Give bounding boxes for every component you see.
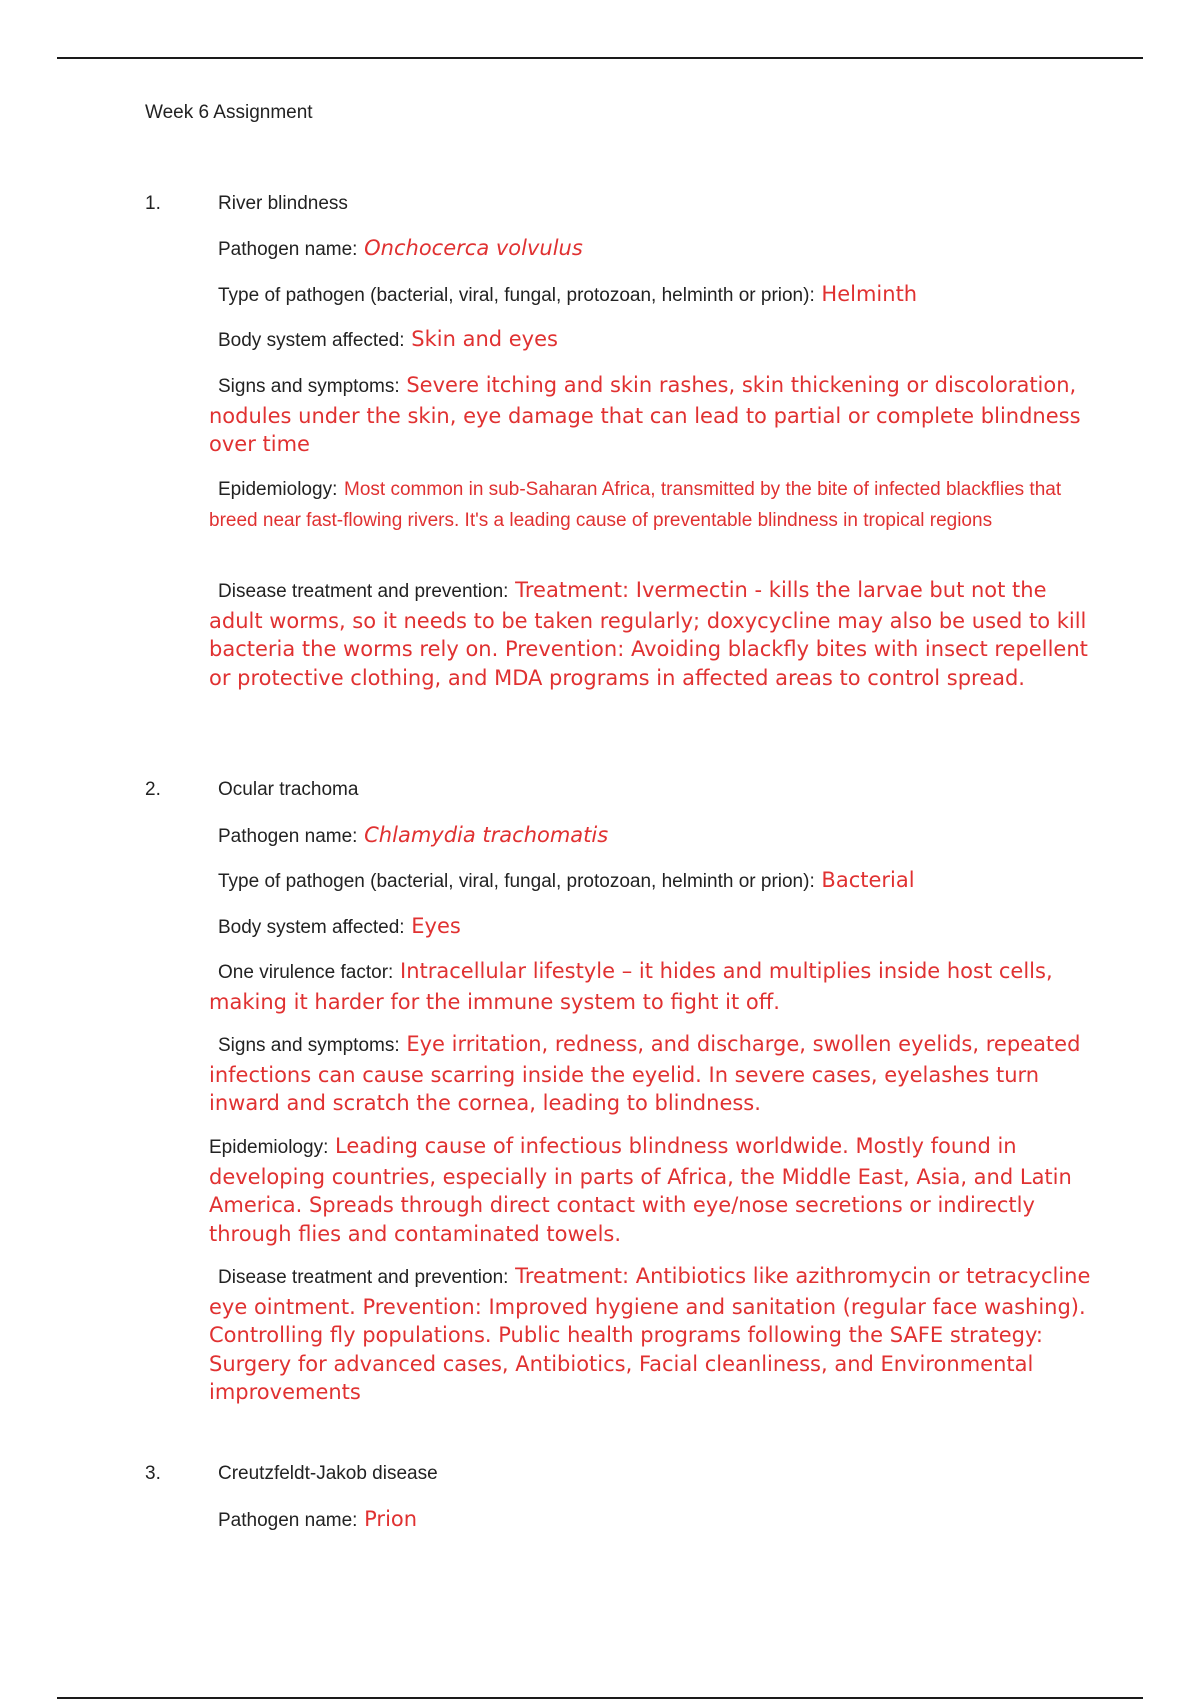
signs-symptoms-field bbox=[209, 371, 1099, 459]
pathogen-name-field bbox=[209, 821, 1099, 852]
body-system-field bbox=[209, 912, 1099, 943]
item-heading: Ocular trachoma bbox=[218, 779, 359, 800]
top-rule bbox=[57, 57, 1143, 59]
field-answer: Prion bbox=[364, 1507, 418, 1531]
field-answer: Severe itching and skin rashes, skin thickening or discoloration, nodules under the skin, eye damage that can lead to partial or complete blindness over time bbox=[209, 373, 1081, 456]
field-answer: Leading cause of infectious blindness worldwide. Mostly found in developing countries, especially in parts of Africa, the Middle East, Asia, and Latin America. Spreads through direct contact with eye/nose secretions or indirectly through flies and contaminated towels. bbox=[209, 1134, 1072, 1246]
pathogen-type-field bbox=[209, 866, 1099, 897]
pathogen-type-field bbox=[209, 280, 1099, 311]
field-label: Signs and symptoms: bbox=[218, 1035, 400, 1056]
item-number: 2. bbox=[145, 779, 161, 800]
field-answer: Most common in sub-Saharan Africa, transmitted by the bite of infected blackflies that breed near fast-flowing rivers. It's a leading cause of preventable blindness in tropical regions bbox=[209, 479, 1062, 531]
pathogen-name-field bbox=[209, 1505, 1099, 1536]
treatment-prevention-field bbox=[209, 1262, 1099, 1407]
field-label: Pathogen name: bbox=[218, 826, 358, 847]
epidemiology-field bbox=[209, 474, 1099, 535]
body-system-field bbox=[209, 325, 1099, 356]
virulence-factor-field bbox=[209, 957, 1099, 1016]
field-label: Disease treatment and prevention: bbox=[218, 1267, 509, 1288]
field-answer: Treatment: Antibiotics like azithromycin or tetracycline eye ointment. Prevention: Improved hygiene and sanitation (regular face washing). Controlling fly populations. Public health programs following the SAFE strategy: Surgery for advanced cases, Antibiotics, Facial cleanliness, and Environmental improvements bbox=[209, 1264, 1091, 1404]
field-label: Type of pathogen (bacterial, viral, fungal, protozoan, helminth or prion): bbox=[218, 871, 815, 892]
field-answer: Treatment: Ivermectin - kills the larvae but not the adult worms, so it needs to be taken regularly; doxycycline may also be used to kill bacteria the worms rely on. Prevention: Avoiding blackfly bites with insect repellent or protective clothing, and MDA programs in affected areas to control spread. bbox=[209, 578, 1088, 690]
field-label: Disease treatment and prevention: bbox=[218, 581, 509, 602]
field-label: One virulence factor: bbox=[218, 962, 394, 983]
field-label: Signs and symptoms: bbox=[218, 376, 400, 397]
field-label: Epidemiology: bbox=[209, 1137, 329, 1158]
field-answer: Helminth bbox=[821, 282, 918, 306]
field-answer: Skin and eyes bbox=[411, 327, 558, 351]
epidemiology-field bbox=[209, 1132, 1099, 1248]
pathogen-name-field bbox=[209, 234, 1099, 265]
field-label: Epidemiology: bbox=[218, 479, 338, 500]
bottom-rule bbox=[57, 1697, 1143, 1699]
field-answer: Bacterial bbox=[821, 868, 915, 892]
field-label: Pathogen name: bbox=[218, 1510, 358, 1531]
field-answer: Eye irritation, redness, and discharge, swollen eyelids, repeated infections can cause scarring inside the eyelid. In severe cases, eyelashes turn inward and scratch the cornea, leading to blindness. bbox=[209, 1032, 1081, 1115]
item-number: 1. bbox=[145, 193, 161, 214]
item-number: 3. bbox=[145, 1463, 161, 1484]
field-label: Type of pathogen (bacterial, viral, fungal, protozoan, helminth or prion): bbox=[218, 285, 815, 306]
document-title: Week 6 Assignment bbox=[145, 102, 313, 123]
field-label: Body system affected: bbox=[218, 917, 405, 938]
signs-symptoms-field bbox=[209, 1030, 1099, 1118]
field-answer: Onchocerca volvulus bbox=[364, 236, 583, 260]
field-answer: Eyes bbox=[411, 914, 461, 938]
treatment-prevention-field bbox=[209, 576, 1099, 692]
item-heading: Creutzfeldt-Jakob disease bbox=[218, 1463, 438, 1484]
field-label: Pathogen name: bbox=[218, 239, 358, 260]
field-answer: Intracellular lifestyle – it hides and multiplies inside host cells, making it harder for the immune system to fight it off. bbox=[209, 959, 1053, 1014]
item-heading: River blindness bbox=[218, 193, 348, 214]
field-label: Body system affected: bbox=[218, 330, 405, 351]
field-answer: Chlamydia trachomatis bbox=[364, 823, 609, 847]
